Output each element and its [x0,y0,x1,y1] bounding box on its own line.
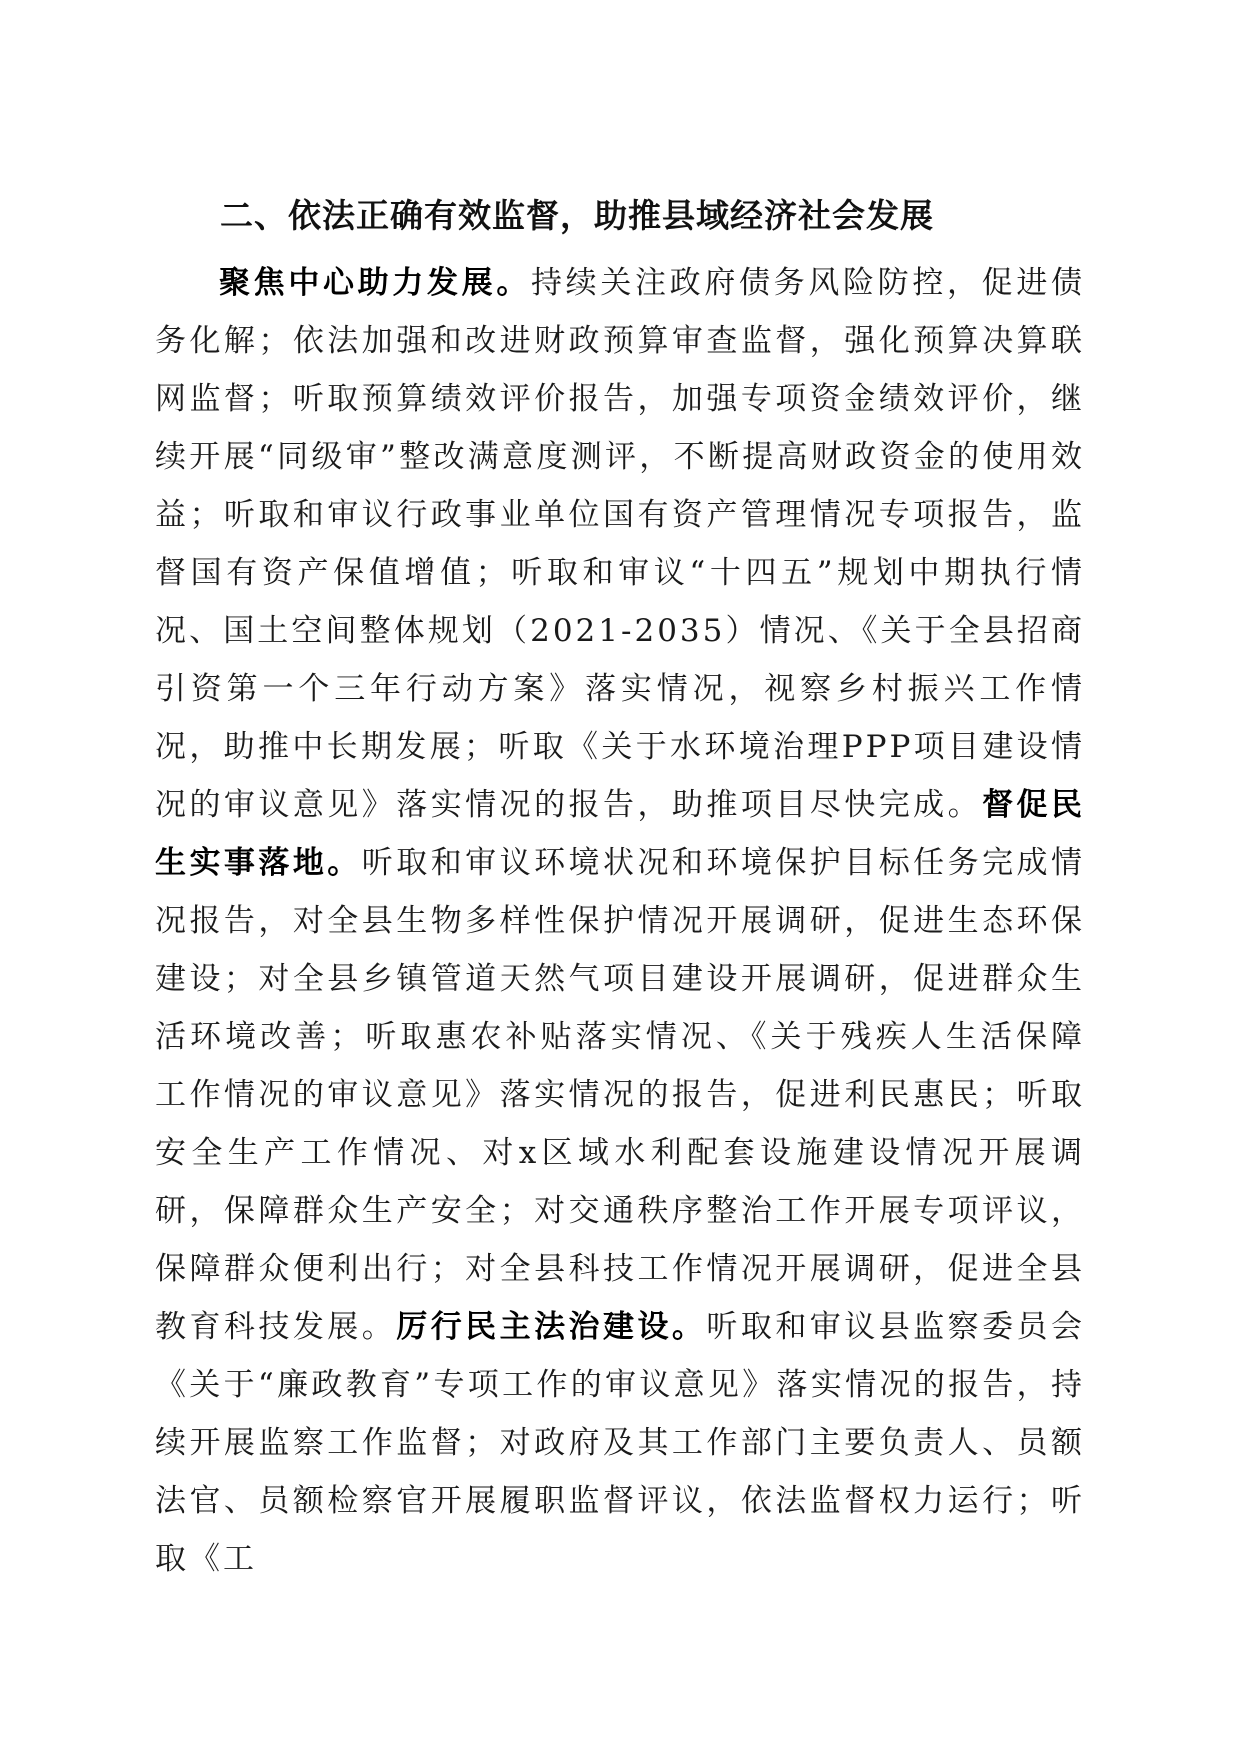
lead-livelihood-projects: 督促民生实事落地。 [155,787,1086,881]
body-paragraph [155,254,1085,1588]
section-heading: 二、依法正确有效监督，助推县域经济社会发展 [220,196,934,235]
lead-democracy-rule-of-law: 厉行民主法治建设。 [396,1309,707,1345]
text-livelihood-projects: 听取和审议环境状况和环境保护目标任务完成情况报告，对全县生物多样性保护情况开展调研，促进生态环保建设；对全县乡镇管道天然气项目建设开展调研，促进群众生活环境改善；听取惠农补贴落实情况、《关于残疾人生活保障工作情况的审议意见》落实情况的报告，促进利民惠民；听取安全生产工作情况、对x区域水利配套设施建设情况开展调研，保障群众生产安全；对交通秩序整治工作开展专项评议，保障群众便利出行；对全县科技工作情况开展调研，促进全县教育科技发展。 [155,845,1086,1345]
text-focus-development: 持续关注政府债务风险防控，促进债务化解；依法加强和改进财政预算审查监督，强化预算决算联网监督；听取预算绩效评价报告，加强专项资金绩效评价，继续开展“同级审”整改满意度测评，不断提高财政资金的使用效益；听取和审议行政事业单位国有资产管理情况专项报告，监督国有资产保值增值；听取和审议“十四五”规划中期执行情况、国土空间整体规划（2021-2035）情况、《关于全县招商引资第一个三年行动方案》落实情况，视察乡村振兴工作情况，助推中长期发展；听取《关于水环境治理PPP项目建设情况的审议意见》落实情况的报告，助推项目尽快完成。 [155,265,1085,823]
text-democracy-rule-of-law: 听取和审议县监察委员会《关于“廉政教育”专项工作的审议意见》落实情况的报告，持续开展监察工作监督；对政府及其工作部门主要负责人、员额法官、员额检察官开展履职监督评议，依法监督权力运行；听取《工 [155,1309,1086,1577]
lead-focus-development: 聚焦中心助力发展。 [219,265,531,301]
